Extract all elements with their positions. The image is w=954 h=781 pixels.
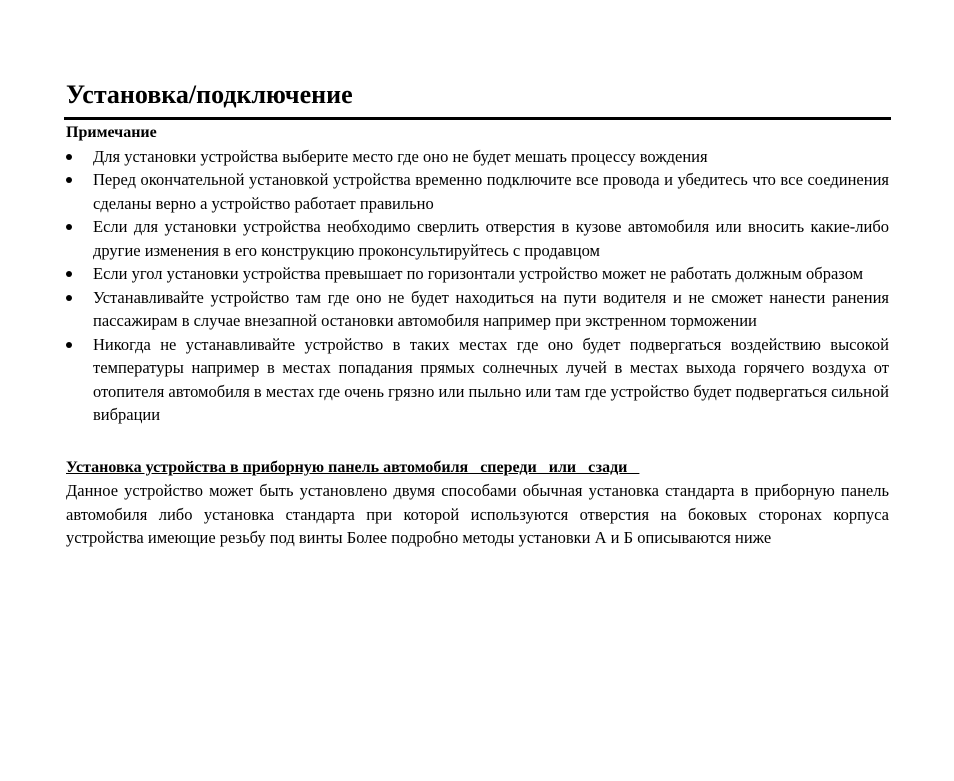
title-underline-rule: [64, 117, 891, 120]
bullet-icon: [66, 271, 72, 277]
note-item: [66, 286, 889, 333]
note-item-text: Для установки устройства выберите место где оно не будет мешать процессу вождения: [93, 146, 708, 166]
note-item: [66, 145, 889, 169]
note-list: [66, 145, 889, 427]
section-paragraph: Данное устройство может быть установлено двумя способами обычная установка стандарта в приборную панель автомобиля либо установка стандарта при которой используются отверстия на боковых сторонах корпуса устройства имеющие резьбу под винты Более подробно методы установки А и Б описываются ниже: [66, 481, 889, 547]
note-heading: Примечание: [66, 124, 157, 141]
note-item: [66, 215, 889, 262]
note-item: [66, 333, 889, 427]
bullet-icon: [66, 295, 72, 301]
page-title: Установка/подключение: [66, 80, 353, 109]
bullet-icon: [66, 177, 72, 183]
note-item: [66, 262, 889, 286]
page-content: [66, 121, 889, 550]
note-item-text: Если для установки устройства необходимо сверлить отверстия в кузове автомобиля или вносить какие-либо другие изменения в его конструкцию проконсультируйтесь с продавцом: [93, 217, 889, 260]
note-item-text: Перед окончательной установкой устройства временно подключите все провода и убедитесь что все соединения сделаны верно а устройство работает правильно: [93, 170, 889, 213]
note-item-text: Устанавливайте устройство там где оно не будет находиться на пути водителя и не сможет нанести ранения пассажирам в случае внезапной остановки автомобиля например при экстренном торможении: [93, 287, 889, 330]
note-item-text: Если угол установки устройства превышает по горизонтали устройство может не работать должным образом: [93, 264, 864, 283]
bullet-icon: [66, 154, 72, 160]
note-item-text: Никогда не устанавливайте устройство в таких местах где оно будет подвергаться воздействию высокой температуры например в местах попадания прямых солнечных лучей в местах выхода горячего воздуха от отопителя автомобиля в местах где очень грязно или пыльно или там где устройство будет подвергаться сильной вибрации: [93, 334, 889, 424]
note-item: [66, 168, 889, 215]
section-heading: Установка устройства в приборную панель автомобиля спереди или сзади: [66, 458, 640, 476]
bullet-icon: [66, 224, 72, 230]
bullet-icon: [66, 342, 72, 348]
